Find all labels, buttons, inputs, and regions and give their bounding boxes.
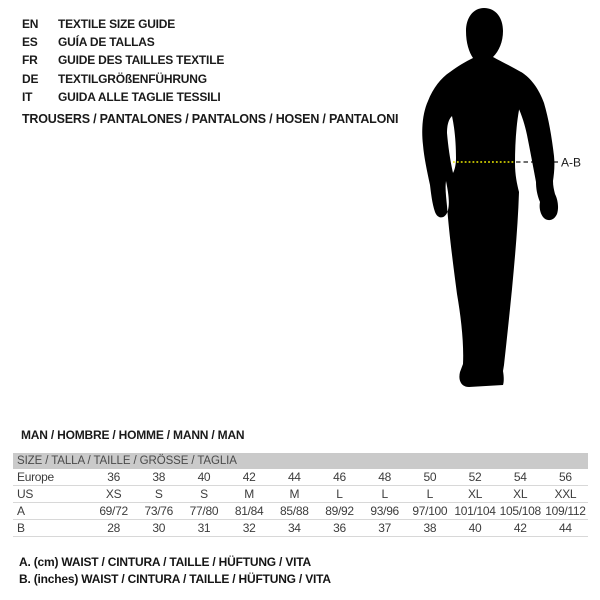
language-row: [22, 33, 224, 51]
size-value: XL: [468, 487, 483, 501]
size-value: 31: [197, 521, 211, 535]
size-value: 48: [378, 470, 392, 484]
language-code: ES: [22, 35, 38, 50]
size-value: 93/96: [370, 504, 399, 518]
footnotes: [19, 554, 331, 587]
row-label: A: [17, 504, 25, 518]
size-value: 105/108: [499, 504, 541, 518]
size-value: 46: [333, 470, 346, 484]
size-value: 37: [378, 521, 392, 535]
size-value: 109/112: [545, 504, 586, 518]
row-label: B: [17, 521, 25, 535]
size-value: 42: [513, 521, 527, 535]
language-row: [22, 70, 224, 88]
footnote-a: A. (cm) WAIST / CINTURA / TAILLE / HÜFTUNG / VITA: [19, 555, 311, 569]
language-label: TEXTILGRÖßENFÜHRUNG: [58, 71, 207, 86]
size-value: XXL: [554, 487, 577, 501]
gender-heading: MAN / HOMBRE / HOMME / MANN / MAN: [21, 428, 245, 442]
size-value: L: [381, 487, 388, 501]
size-value: 30: [152, 521, 166, 535]
size-table-row: [13, 503, 588, 520]
size-table-header: SIZE / TALLA / TAILLE / GRÖSSE / TAGLIA: [13, 453, 588, 469]
size-value: 36: [333, 521, 346, 535]
man-silhouette-right-arm: [514, 72, 558, 220]
man-silhouette-figure: [395, 0, 600, 415]
size-value: 77/80: [189, 504, 219, 518]
size-value: 52: [468, 470, 482, 484]
size-value: 73/76: [144, 504, 174, 518]
size-value: 32: [242, 521, 256, 535]
size-value: S: [200, 487, 208, 501]
language-label: GUIDE DES TAILLES TEXTILE: [58, 53, 225, 68]
size-value: 81/84: [234, 504, 264, 518]
size-table-row: [13, 486, 588, 503]
size-value: 34: [287, 521, 301, 535]
language-row: [22, 15, 224, 33]
row-label: US: [17, 487, 34, 501]
size-value: 69/72: [99, 504, 128, 518]
language-label: TEXTILE SIZE GUIDE: [58, 17, 176, 31]
size-value: M: [244, 487, 254, 501]
language-label: GUIDA ALLE TAGLIE TESSILI: [58, 89, 221, 104]
language-code: FR: [22, 53, 38, 68]
size-value: 40: [468, 521, 482, 535]
language-label: GUÍA DE TALLAS: [58, 35, 155, 50]
measure-label: A-B: [561, 155, 582, 170]
size-value: S: [154, 487, 163, 501]
category-heading: TROUSERS / PANTALONES / PANTALONS / HOSEN / PANTALONI: [22, 112, 399, 126]
size-value: 85/88: [280, 504, 309, 518]
size-value: XS: [105, 487, 122, 501]
language-code: EN: [22, 17, 39, 31]
language-code: IT: [22, 89, 33, 104]
size-value: 89/92: [325, 504, 354, 518]
size-table: [13, 453, 588, 537]
language-code: DE: [22, 71, 39, 86]
size-value: 28: [107, 521, 120, 535]
row-label: Europe: [17, 470, 54, 484]
size-table-row: [13, 520, 588, 537]
language-row: [22, 88, 224, 106]
footnote-b: B. (inches) WAIST / CINTURA / TAILLE / HÜFTUNG / VITA: [19, 571, 331, 586]
size-value: 50: [423, 470, 437, 484]
size-value: L: [426, 487, 434, 501]
size-value: 56: [559, 470, 572, 484]
size-value: 44: [287, 470, 301, 484]
size-table-body: [13, 469, 588, 537]
size-value: XL: [513, 487, 528, 501]
size-value: 38: [152, 470, 166, 484]
man-silhouette-body: [422, 8, 537, 387]
language-list: [22, 15, 224, 106]
size-table-row: [13, 469, 588, 486]
size-value: 38: [423, 521, 437, 535]
size-value: L: [336, 487, 343, 501]
size-value: 40: [197, 470, 211, 484]
size-value: 44: [559, 521, 572, 535]
size-value: 101/104: [454, 504, 496, 518]
size-value: 54: [513, 470, 527, 484]
size-value: M: [289, 487, 300, 501]
size-value: 97/100: [412, 504, 448, 518]
size-value: 42: [242, 470, 256, 484]
language-row: [22, 51, 224, 69]
size-value: 36: [107, 470, 120, 484]
